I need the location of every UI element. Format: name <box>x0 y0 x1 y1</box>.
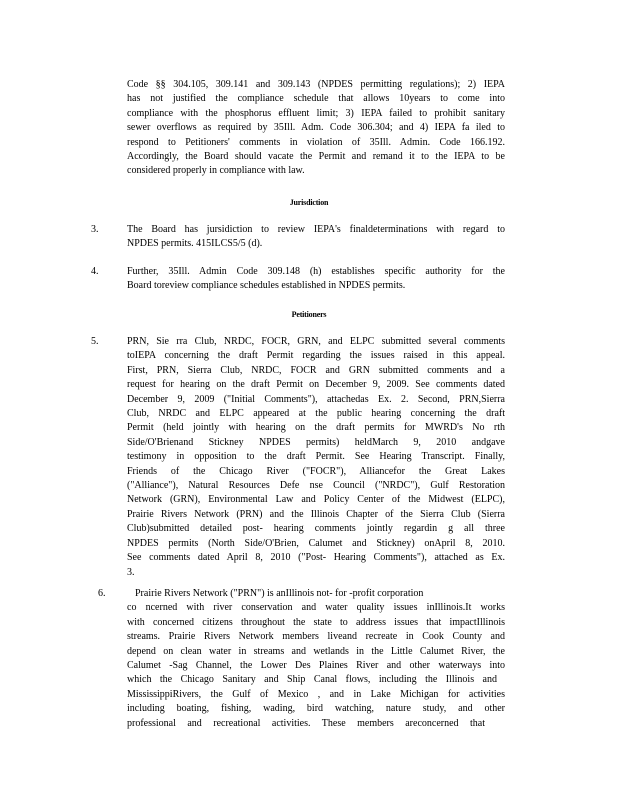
paragraph-line: PRN, Sie rra Club, NRDC, FOCR, GRN, and ELPC submitted several comments <box>127 336 505 347</box>
paragraph-line: 3. <box>127 566 135 578</box>
paragraph-line: The Board has jursidiction to review IEPA's finaldeterminations with regard to <box>127 224 505 235</box>
intro-line: Accordingly, the Board should vacate the Permit and remand it to the IEPA to be <box>127 151 505 163</box>
paragraph-6 <box>127 587 505 731</box>
paragraph-line: Side/O'Brienand Stickney NPDES permits) heldMarch 9, 2010 andgave <box>127 436 505 448</box>
paragraph-5 <box>127 335 505 580</box>
paragraph-line: professional and recreational activities. These members areconcerned that <box>127 717 485 729</box>
paragraph-line: including boating, fishing, wading, bird watching, nature study, and other <box>127 703 505 715</box>
paragraph-line: Network (GRN), Environmental Law and Policy Center of the Midwest (ELPC), <box>127 494 505 506</box>
paragraph-line: Club)submitted detailed post- hearing comments jointly regardin g all three <box>127 523 505 535</box>
paragraph-number: 4. <box>91 266 99 277</box>
intro-line: sewer overflows as required by 35Ill. Adm. Code 306.304; and 4) IEPA fa iled to <box>127 122 505 134</box>
intro-line: Code §§ 304.105, 309.141 and 309.143 (NPDES permitting regulations); 2) IEPA <box>127 79 505 90</box>
paragraph-line: December 9, 2009 ("Initial Comments"), attachedas Ex. 2. Second, PRN,Sierra <box>127 393 505 405</box>
intro-paragraph <box>127 78 505 179</box>
intro-line: respond to Petitioners' comments in violation of 35Ill. Admin. Code 166.192. <box>127 136 505 148</box>
paragraph-line: Calumet -Sag Channel, the Lower Des Plaines River and other waterways into <box>127 660 505 672</box>
section-heading-jurisdiction: Jurisdiction <box>289 198 329 207</box>
paragraph-line: Permit (held jointly with hearing on the draft permits for MWRD's No rth <box>127 422 505 434</box>
paragraph-line: with concerned citizens throughout the state to address issues that impactIllinois <box>127 616 505 628</box>
intro-line: compliance with the phosphorus effluent limit; 3) IEPA failed to prohibit sanitary <box>127 107 505 119</box>
paragraph-line: streams. Prairie Rivers Network members liveand recreate in Cook County and <box>127 631 505 643</box>
paragraph-line: MississippiRivers, the Gulf of Mexico , and in Lake Michigan for activities <box>127 688 505 700</box>
paragraph-number: 5. <box>91 336 99 347</box>
paragraph-line: ("Alliance"), Natural Resources Defe nse Council ("NRDC"), Gulf Restoration <box>127 480 505 492</box>
paragraph-line: First, PRN, Sierra Club, NRDC, FOCR and GRN submitted comments and a <box>127 364 505 376</box>
paragraph-number: 3. <box>91 224 99 235</box>
paragraph-line: Friends of the Chicago River ("FOCR"), Alliancefor the Great Lakes <box>127 465 505 477</box>
paragraph-line: NPDES permits. 415ILCS5/5 (d). <box>127 238 263 250</box>
paragraph-line: depend on clean water in streams and wetlands in the Little Calumet River, the <box>127 645 505 657</box>
paragraph-number: 6. <box>98 588 106 599</box>
paragraph-line: NPDES permits (North Side/O'Brien, Calumet and Stickney) onApril 8, 2010. <box>127 537 505 549</box>
paragraph-4 <box>127 265 505 294</box>
intro-line: considered properly in compliance with law. <box>127 165 305 177</box>
paragraph-line: Prairie Rivers Network (PRN) and the Illinois Chapter of the Sierra Club (Sierra <box>127 508 505 520</box>
paragraph-line: request for hearing on the draft Permit on December 9, 2009. See comments dated <box>127 379 505 391</box>
intro-line: has not justified the compliance schedule that allows 10years to come into <box>127 93 505 105</box>
section-heading-petitioners: Petitioners <box>291 310 327 319</box>
paragraph-line: Further, 35Ill. Admin Code 309.148 (h) establishes specific authority for the <box>127 266 505 277</box>
paragraph-line: Club, NRDC and ELPC appeared at the public hearing concerning the draft <box>127 408 505 420</box>
paragraph-line: toIEPA concerning the draft Permit regarding the issues raised in this appeal. <box>127 350 505 362</box>
paragraph-line: Prairie Rivers Network ("PRN") is anIllinois not- for -profit corporation <box>135 588 424 599</box>
paragraph-line: Board toreview compliance schedules established in NPDES permits. <box>127 280 406 292</box>
paragraph-line: which the Chicago Sanitary and Ship Canal flows, including the Illinois and <box>127 674 497 686</box>
paragraph-3 <box>127 223 505 252</box>
paragraph-line: See comments dated April 8, 2010 ("Post- Hearing Comments"), attached as Ex. <box>127 552 505 564</box>
paragraph-line: testimony in opposition to the draft Permit. See Hearing Transcript. Finally, <box>127 451 505 463</box>
paragraph-line: co ncerned with river conservation and water quality issues inIllinois.It works <box>127 602 505 614</box>
